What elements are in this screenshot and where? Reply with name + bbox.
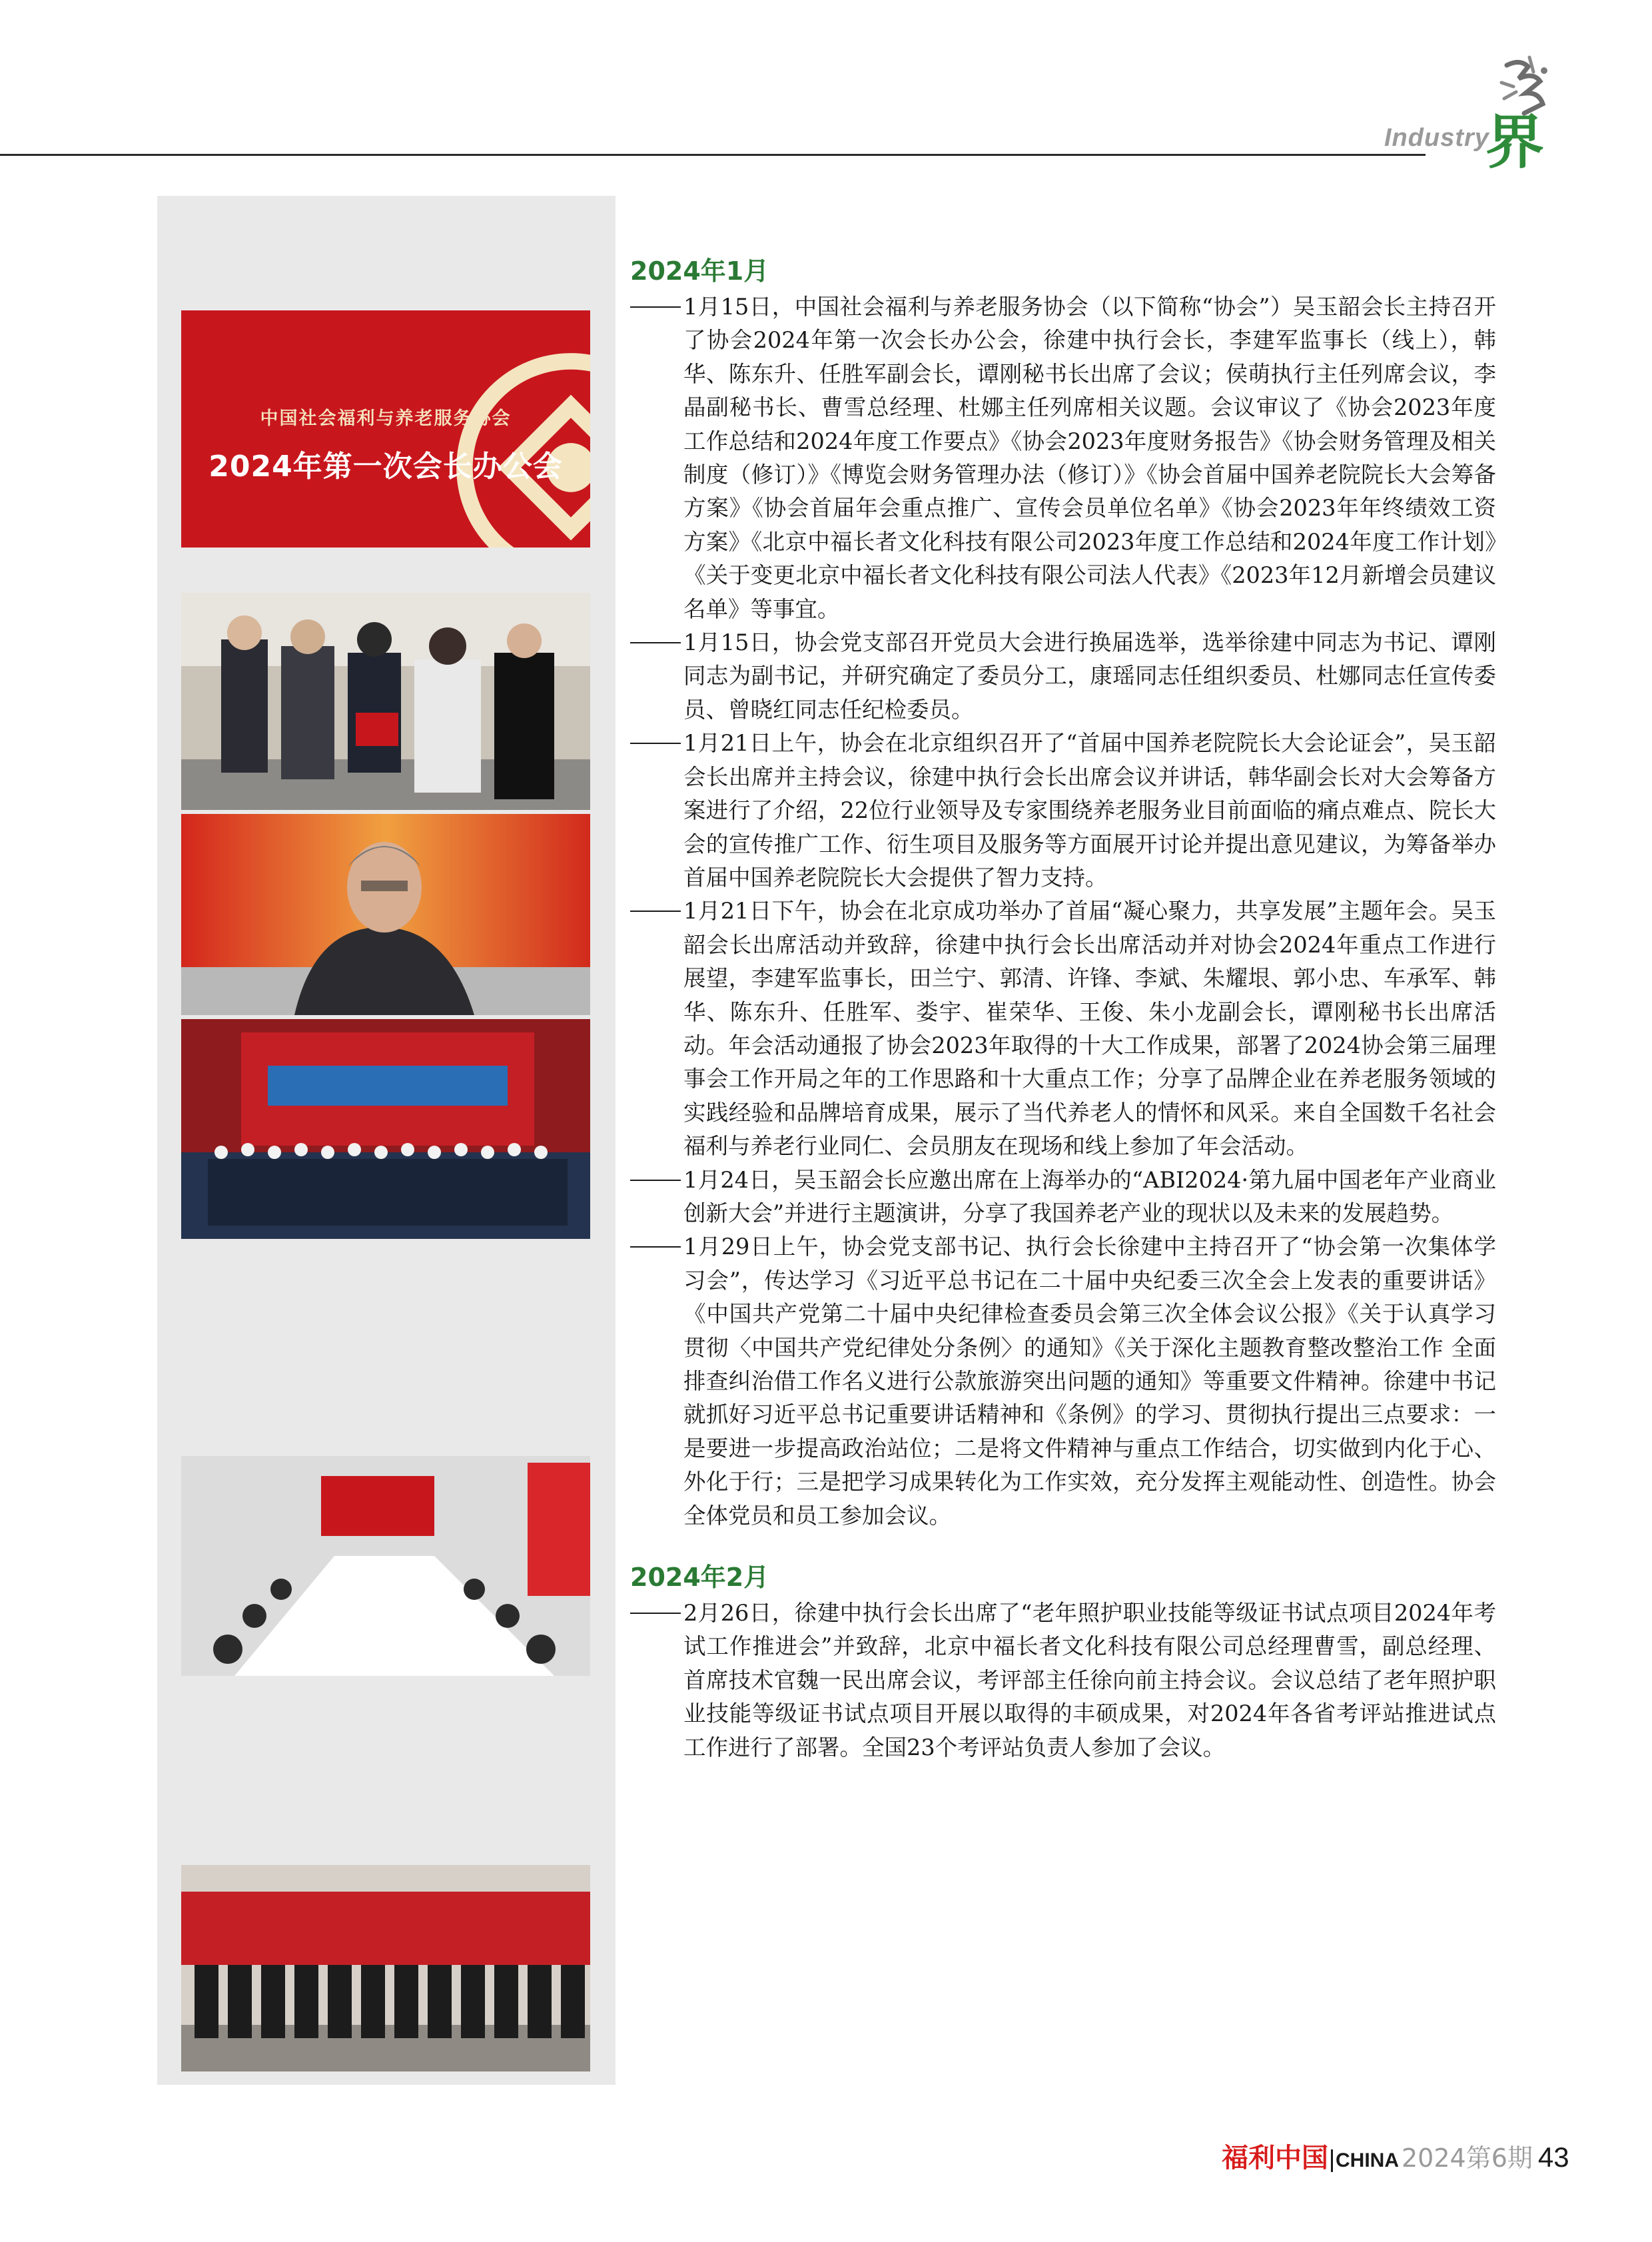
entry-jan-5: 1月24日，吴玉韶会长应邀出席在上海举办的“ABI2024·第九届中国老年产业商业创新大会”并进行主题演讲，分享了我国养老产业的现状以及未来的发展趋势。 — [630, 1164, 1496, 1231]
header-rule — [0, 154, 1426, 156]
banner-org-name: 中国社会福利与养老服务协会 — [260, 408, 512, 429]
entry-jan-3: 1月21日上午，协会在北京组织召开了“首届中国养老院院长大会论证会”，吴玉韶会长出席并主持会议，徐建中执行会长出席会议并讲话，韩华副会长对大会筹备方案进行了介绍，22位行业领导及专家围绕养老服务业目前面临的痛点难点、院长大会的宣传推广工作、衍生项目及服务等方面展开讨论并提出意见建议，为筹备举办首届中国养老院院长大会提供了智力支持。 — [630, 727, 1496, 895]
speaker-portrait-photo — [181, 814, 590, 1015]
election-vote-photo — [181, 593, 590, 810]
header-section-word: Industry — [1384, 124, 1489, 152]
entry-feb-1: 2月26日，徐建中执行会长出席了“老年照护职业技能等级证书试点项目2024年考试工作推进会”并致辞，北京中福长者文化科技有限公司总经理曹雪，副总经理、首席技术官魏一民出席会议，考评部主任徐向前主持会议。会议总结了老年照护职业技能等级证书试点项目开展以取得的丰硕成果，对2024年各省考评站推进试点工作进行了部署。全国23个考评站负责人参加了会议。 — [630, 1597, 1496, 1764]
page-number: 43 — [1537, 2141, 1569, 2173]
page-footer — [1222, 2137, 1569, 2177]
magazine-brand-en: CHINA — [1331, 2149, 1399, 2172]
chronicle-content — [630, 253, 1496, 1764]
month-heading-jan: 2024年1月 — [630, 256, 769, 286]
annual-meeting-group-photo — [181, 1019, 590, 1239]
header-section-char: 界 — [1485, 108, 1545, 177]
entry-jan-4: 1月21日下午，协会在北京成功举办了首届“凝心聚力，共享发展”主题年会。吴玉韶会长出席活动并致辞，徐建中执行会长出席活动并对协会2024年重点工作进行展望，李建军监事长，田兰宁、郭清、许锋、李斌、朱耀垠、郭小忠、车承军、韩华、陈东升、任胜军、娄宇、崔荣华、王俊、朱小龙副会长，谭刚秘书长出席活动。年会活动通报了协会2023年取得的十大工作成果，部署了2024协会第三届理事会工作开局之年的工作思路和十大重点工作；分享了品牌企业在养老服务领域的实践经验和品牌培育成果，展示了当代养老人的情怀和风采。来自全国数千名社会福利与养老行业同仁、会员朋友在现场和线上参加了年会活动。 — [630, 895, 1496, 1163]
magazine-brand: 福利中国 — [1222, 2143, 1328, 2173]
issue-number: 2024第6期 — [1402, 2143, 1533, 2173]
exam-meeting-group-photo — [181, 1865, 590, 2071]
entry-jan-1: 1月15日，中国社会福利与养老服务协会（以下简称“协会”）吴玉韶会长主持召开了协会2024年第一次会长办公会，徐建中执行会长，李建军监事长（线上），韩华、陈东升、任胜军副会长，谭刚秘书长出席了会议；侯萌执行主任列席会议，李晶副秘书长、曹雪总经理、杜娜主任列席相关议题。会议审议了《协会2023年度工作总结和2024年度工作要点》《协会2023年度财务报告》《协会财务管理及相关制度（修订）》《博览会财务管理办法（修订）》《协会首届中国养老院院长大会筹备方案》《协会首届年会重点推广、宣传会员单位名单》《协会2023年年终绩效工资方案》《北京中福长者文化科技有限公司2023年度工作总结和2024年度工作计划》《关于变更北京中福长者文化科技有限公司法人代表》《2023年12月新增会员建议名单》等事宜。 — [630, 290, 1496, 626]
entry-jan-2: 1月15日，协会党支部召开党员大会进行换届选举，选举徐建中同志为书记、谭刚同志为副书记，并研究确定了委员分工，康瑶同志任组织委员、杜娜同志任宣传委员、曾晓红同志任纪检委员。 — [630, 626, 1496, 727]
month-heading-feb: 2024年2月 — [630, 1563, 769, 1593]
banner-title: 2024年第一次会长办公会 — [208, 450, 563, 484]
entry-jan-6: 1月29日上午，协会党支部书记、执行会长徐建中主持召开了“协会第一次集体学习会”，传达学习《习近平总书记在二十届中央纪委三次全会上发表的重要讲话》《中国共产党第二十届中央纪律检查委员会第三次全体会议公报》《关于认真学习贯彻〈中国共产党纪律处分条例〉的通知》《关于深化主题教育整改整治工作 全面排查纠治借工作名义进行公款旅游突出问题的通知》等重要文件精神。徐建中书记就抓好习近平总书记重要讲话精神和《条例》的学习、贯彻执行提出三点要求：一是要进一步提高政治站位；二是将文件精神与重点工作结合，切实做到内化于心、外化于行；三是把学习成果转化为工作实效，充分发挥主观能动性、创造性。协会全体党员和员工参加会议。 — [630, 1230, 1496, 1533]
meeting-banner-photo — [181, 310, 590, 548]
study-session-photo — [181, 1456, 590, 1676]
